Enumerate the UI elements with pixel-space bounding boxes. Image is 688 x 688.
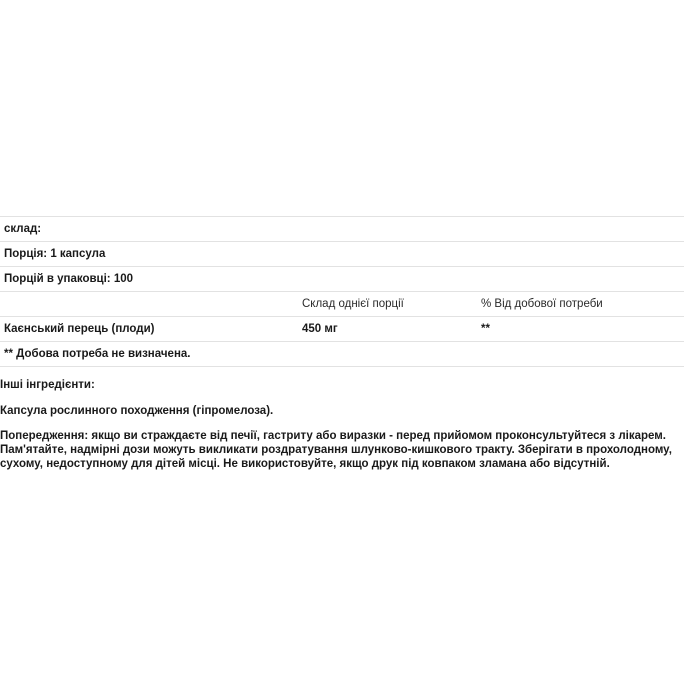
warning-line: Попередження: якщо ви страждаєте від печії, гастриту або виразки - перед прийомом проконсультуйтеся з лікарем. (0, 430, 666, 442)
footnote-row (0, 342, 684, 367)
daily-value-column-header: % Від добової потреби (481, 298, 603, 310)
other-ingredients-title: Інші інгредієнти: (0, 379, 95, 391)
serving-size-row (0, 242, 684, 267)
composition-label: склад: (4, 223, 42, 235)
table-row (0, 317, 684, 342)
amount-column-header: Склад однієї порції (302, 298, 404, 310)
warning-text (0, 429, 684, 471)
serving-size: Порція: 1 капсула (4, 248, 106, 260)
ingredient-amount: 450 мг (302, 323, 338, 335)
footnote: ** Добова потреба не визначена. (4, 348, 191, 360)
ingredient-name: Каєнський перець (плоди) (4, 323, 155, 335)
composition-row (0, 217, 684, 242)
servings-per-container: Порцій в упаковці: 100 (4, 273, 134, 285)
servings-per-container-row (0, 267, 684, 292)
ingredient-daily-value: ** (481, 323, 490, 335)
warning-line: Пам'ятайте, надмірні дози можуть викликати роздратування шлунково-кишкового тракту. Зберігати в прохолодному, (0, 444, 672, 456)
supplement-facts-table (0, 216, 684, 367)
other-ingredients-text: Капсула рослинного походження (гіпромелоза). (0, 405, 274, 417)
table-header-row (0, 292, 684, 317)
warning-line: сухому, недоступному для дітей місці. Не використовуйте, якщо друк під ковпаком зламана або відсутній. (0, 458, 610, 470)
